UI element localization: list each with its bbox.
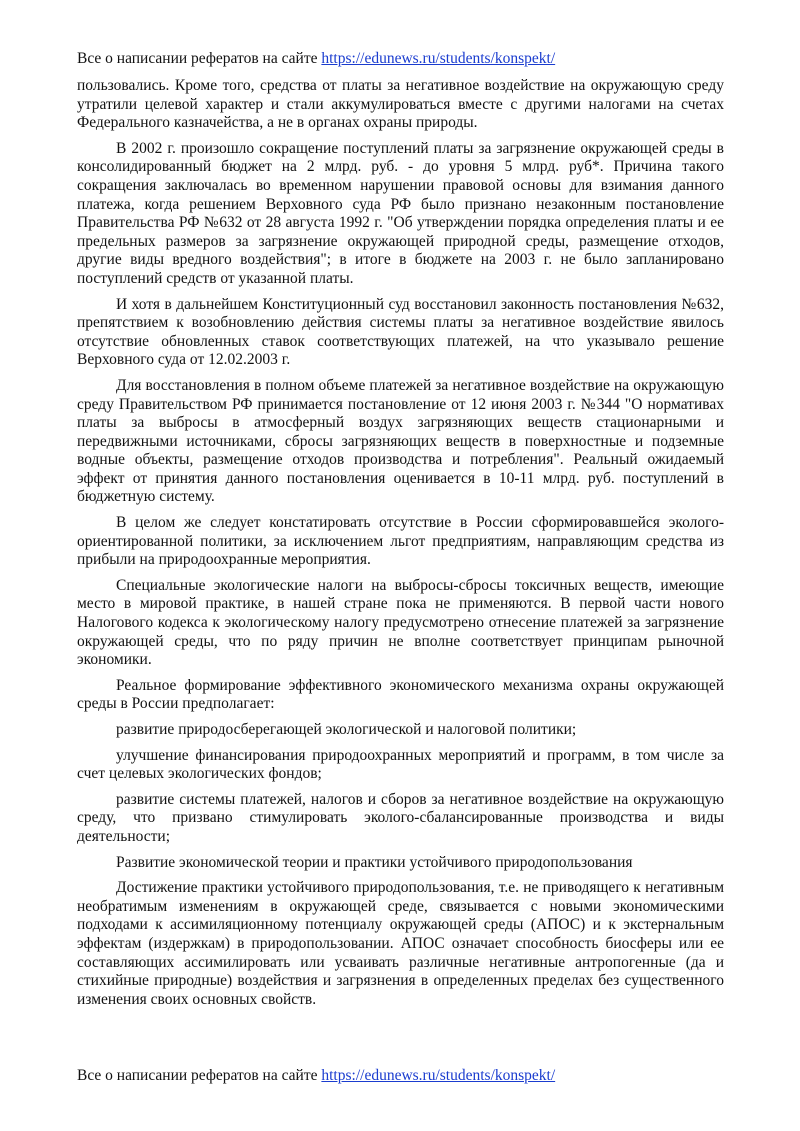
list-item: улучшение финансирования природоохранных мероприятий и программ, в том числе за счет целевых экологических фондов; bbox=[77, 746, 724, 783]
header-text: Все о написании рефератов на сайте bbox=[77, 50, 322, 67]
section-heading: Развитие экономической теории и практики устойчивого природопользования bbox=[116, 853, 633, 871]
paragraph-budget-2002: В 2002 г. произошло сокращение поступлений платы за загрязнение окружающей среды в консолидированный бюджет на 2 млрд. руб. - до уровня 5 млрд. руб*. Причина такого сокращения заключалась во временном нарушении правовой основы для взимания данного платежа, когда решением Верховного суда РФ было признано незаконным постановление Правительства РФ №632 от 28 августа 1992 г. "Об утверждении порядка определения платы и ее предельных размеров за загрязнение окружающей природной среды, размещение отходов, другие виды вредного воздействия"; в итоге в бюджете на 2003 г. не было запланировано поступлений средств от указанной платы. bbox=[77, 139, 724, 287]
paragraph-mechanism-intro: Реальное формирование эффективного экономического механизма охраны окружающей среды в России предполагает: bbox=[77, 676, 724, 713]
page-header bbox=[77, 49, 555, 69]
header-link[interactable]: https://edunews.ru/students/konspekt/ bbox=[321, 50, 556, 67]
paragraph-special-taxes: Специальные экологические налоги на выбросы-сбросы токсичных веществ, имеющие место в мировой практике, в нашей стране пока не применяются. В первой части нового Налогового кодекса к экологическому налогу предусмотрено отнесение платежей за загрязнение окружающей среды, что по ряду причин не вполне соответствует принципам рыночной экономики. bbox=[77, 576, 724, 669]
paragraph-sustainable-use: Достижение практики устойчивого природопользования, т.е. не приводящего к негативным необратимым изменениям в окружающей среде, связывается с новыми экономическими подходами к ассимиляционному потенциалу окружающей среды (АПОС) и к экстернальным эффектам (издержкам) в природопользовании. АПОС означает способность биосферы или ее составляющих ассимилировать или усваивать различные негативные антропогенные (да и стихийные природные) воздействия и загрязнения в определенных пределах без существенного изменения своих основных свойств. bbox=[77, 879, 724, 1008]
paragraph-resolution-344: Для восстановления в полном объеме платежей за негативное воздействие на окружающую среду Правительством РФ принимается постановление от 12 июня 2003 г. №344 "О нормативах платы за выбросы в атмосферный воздух загрязняющих веществ стационарными и передвижными источниками, сбросы загрязняющих веществ в поверхностные и подземные водные объекты, размещение отходов производства и потребления". Реальный ожидаемый эффект от принятия данного постановления оценивается в 10-11 млрд. руб. поступлений в бюджетную систему. bbox=[77, 376, 724, 506]
page-footer bbox=[77, 1066, 555, 1086]
paragraph-constitutional-court: И хотя в дальнейшем Конституционный суд восстановил законность постановления №632, препятствием к возобновлению действия системы платы за негативное воздействие явилось отсутствие обновленных ставок соответствующих платежей, на что указывало решение Верховного суда от 12.02.2003 г. bbox=[77, 295, 724, 369]
footer-text: Все о написании рефератов на сайте bbox=[77, 1067, 322, 1084]
footer-link[interactable]: https://edunews.ru/students/konspekt/ bbox=[321, 1067, 556, 1084]
list-item: развитие системы платежей, налогов и сборов за негативное воздействие на окружающую среду, что призвано стимулировать эколого-сбалансированные производства и виды деятельности; bbox=[77, 790, 724, 845]
document-body bbox=[77, 77, 724, 1016]
list-item: развитие природосберегающей экологической и налоговой политики; bbox=[116, 721, 577, 738]
paragraph-eco-policy: В целом же следует констатировать отсутствие в России сформировавшейся эколого-ориентированной политики, за исключением льгот предприятиям, направляющим средства из прибыли на природоохранные мероприятия. bbox=[77, 514, 724, 569]
paragraph-continuation: пользовались. Кроме того, средства от платы за негативное воздействие на окружающую среду утратили целевой характер и стали аккумулироваться вместе с другими налогами на счетах Федерального казначейства, а не в органах охраны природы. bbox=[77, 77, 724, 132]
